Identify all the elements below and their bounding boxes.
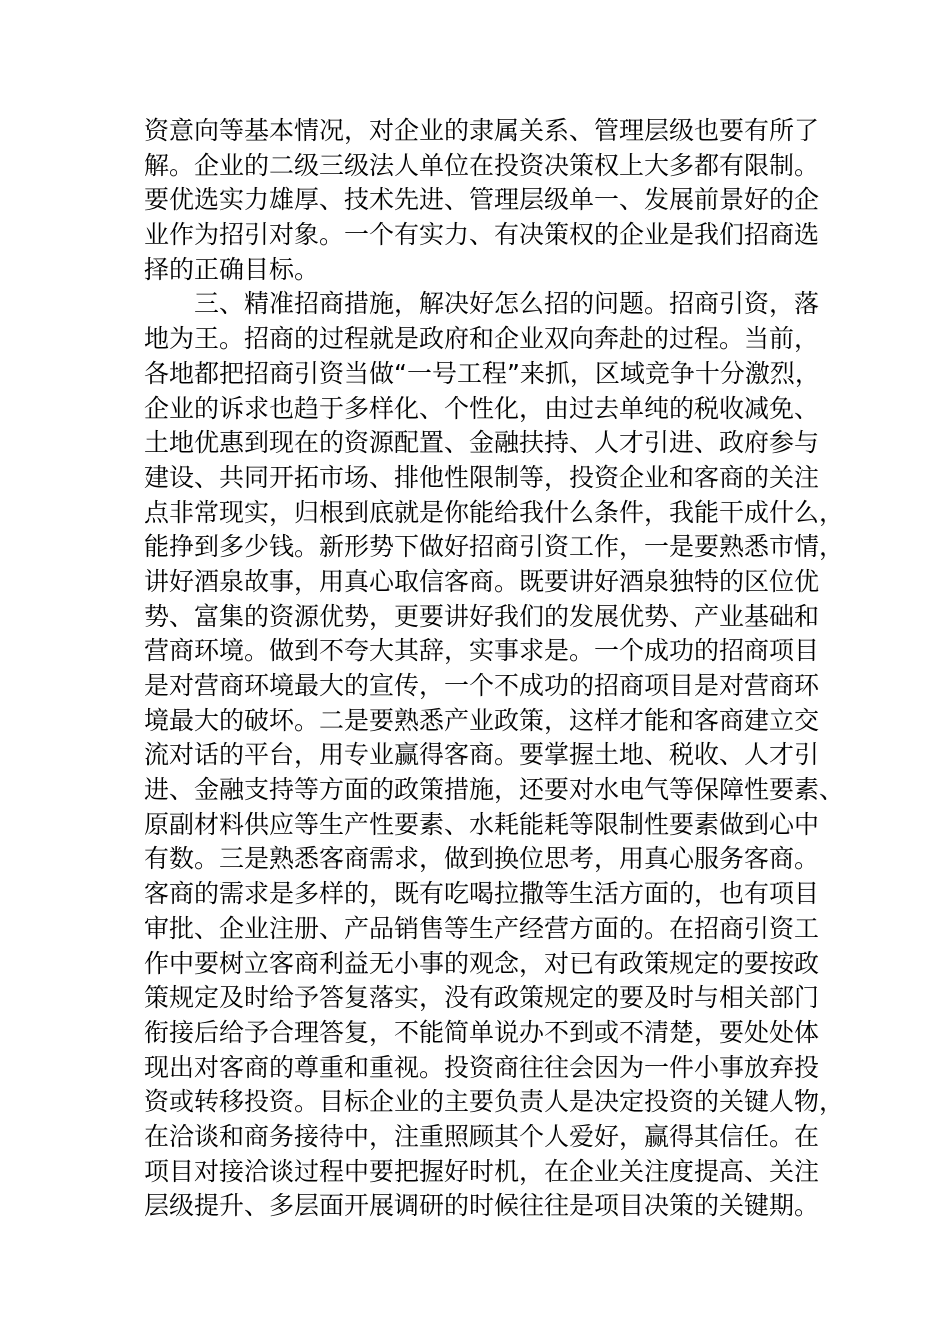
text-line: 择的正确目标。 [144,254,320,284]
text-line: 地为王。招商的过程就是政府和企业双向奔赴的过程。当前， [144,324,820,354]
text-line: 是对营商环境最大的宣传，一个不成功的招商项目是对营商环 [144,671,820,700]
text-line: 客商的需求是多样的，既有吃喝拉撒等生活方面的，也有项目 [144,879,820,909]
text-line: 审批、企业注册、产品销售等生产经营方面的。在招商引资工 [144,913,820,943]
text-line: 有数。三是熟悉客商需求，做到换位思考，用真心服务客商。 [144,844,820,874]
text-line: 进、金融支持等方面的政策措施，还要对水电气等保障性要素、 [144,775,845,805]
text-line: 项目对接洽谈过程中要把握好时机，在企业关注度提高、关注 [144,1156,820,1186]
text-line: 境最大的破坏。二是要熟悉产业政策，这样才能和客商建立交 [144,705,820,735]
text-line: 业作为招引对象。一个有实力、有决策权的企业是我们招商选 [144,220,820,250]
text-line: 建设、共同开拓市场、排他性限制等，投资企业和客商的关注 [144,462,820,492]
text-line: 现出对客商的尊重和重视。投资商往往会因为一件小事放弃投 [144,1052,820,1082]
text-line: 衔接后给予合理答复，不能简单说办不到或不清楚，要处处体 [144,1017,820,1047]
body-text [144,114,845,1224]
text-line: 流对话的平台，用专业赢得客商。要掌握土地、税收、人才引 [144,740,820,770]
text-line: 土地优惠到现在的资源配置、金融扶持、人才引进、政府参与 [144,428,820,458]
text-line: 讲好酒泉故事，用真心取信客商。既要讲好酒泉独特的区位优 [144,566,820,596]
text-line: 企业的诉求也趋于多样化、个性化，由过去单纯的税收减免、 [144,393,820,423]
text-line: 资意向等基本情况，对企业的隶属关系、管理层级也要有所了 [144,116,820,145]
text-line: 策规定及时给予答复落实，没有政策规定的要及时与相关部门 [144,983,820,1013]
text-line: 营商环境。做到不夸大其辞，实事求是。一个成功的招商项目 [144,636,820,666]
text-line: 点非常现实，归根到底就是你能给我什么条件，我能干成什么， [144,497,845,527]
text-line: 能挣到多少钱。新形势下做好招商引资工作，一是要熟悉市情， [144,532,845,562]
text-line: 各地都把招商引资当做“一号工程”来抓，区域竞争十分激烈， [144,358,820,388]
text-line: 资或转移投资。目标企业的主要负责人是决定投资的关键人物， [144,1087,845,1117]
text-line: 要优选实力雄厚、技术先进、管理层级单一、发展前景好的企 [144,185,820,215]
text-line: 三、精准招商措施，解决好怎么招的问题。招商引资，落 [144,289,820,319]
text-line: 原副材料供应等生产性要素、水耗能耗等限制性要素做到心中 [144,809,820,839]
text-line: 作中要树立客商利益无小事的观念，对已有政策规定的要按政 [144,948,820,978]
text-line: 在洽谈和商务接待中，注重照顾其个人爱好，赢得其信任。在 [144,1121,820,1151]
text-line: 解。企业的二级三级法人单位在投资决策权上大多都有限制。 [144,150,820,180]
text-line: 势、富集的资源优势，更要讲好我们的发展优势、产业基础和 [144,601,820,631]
text-line: 层级提升、多层面开展调研的时候往往是项目决策的关键期。 [144,1191,820,1221]
